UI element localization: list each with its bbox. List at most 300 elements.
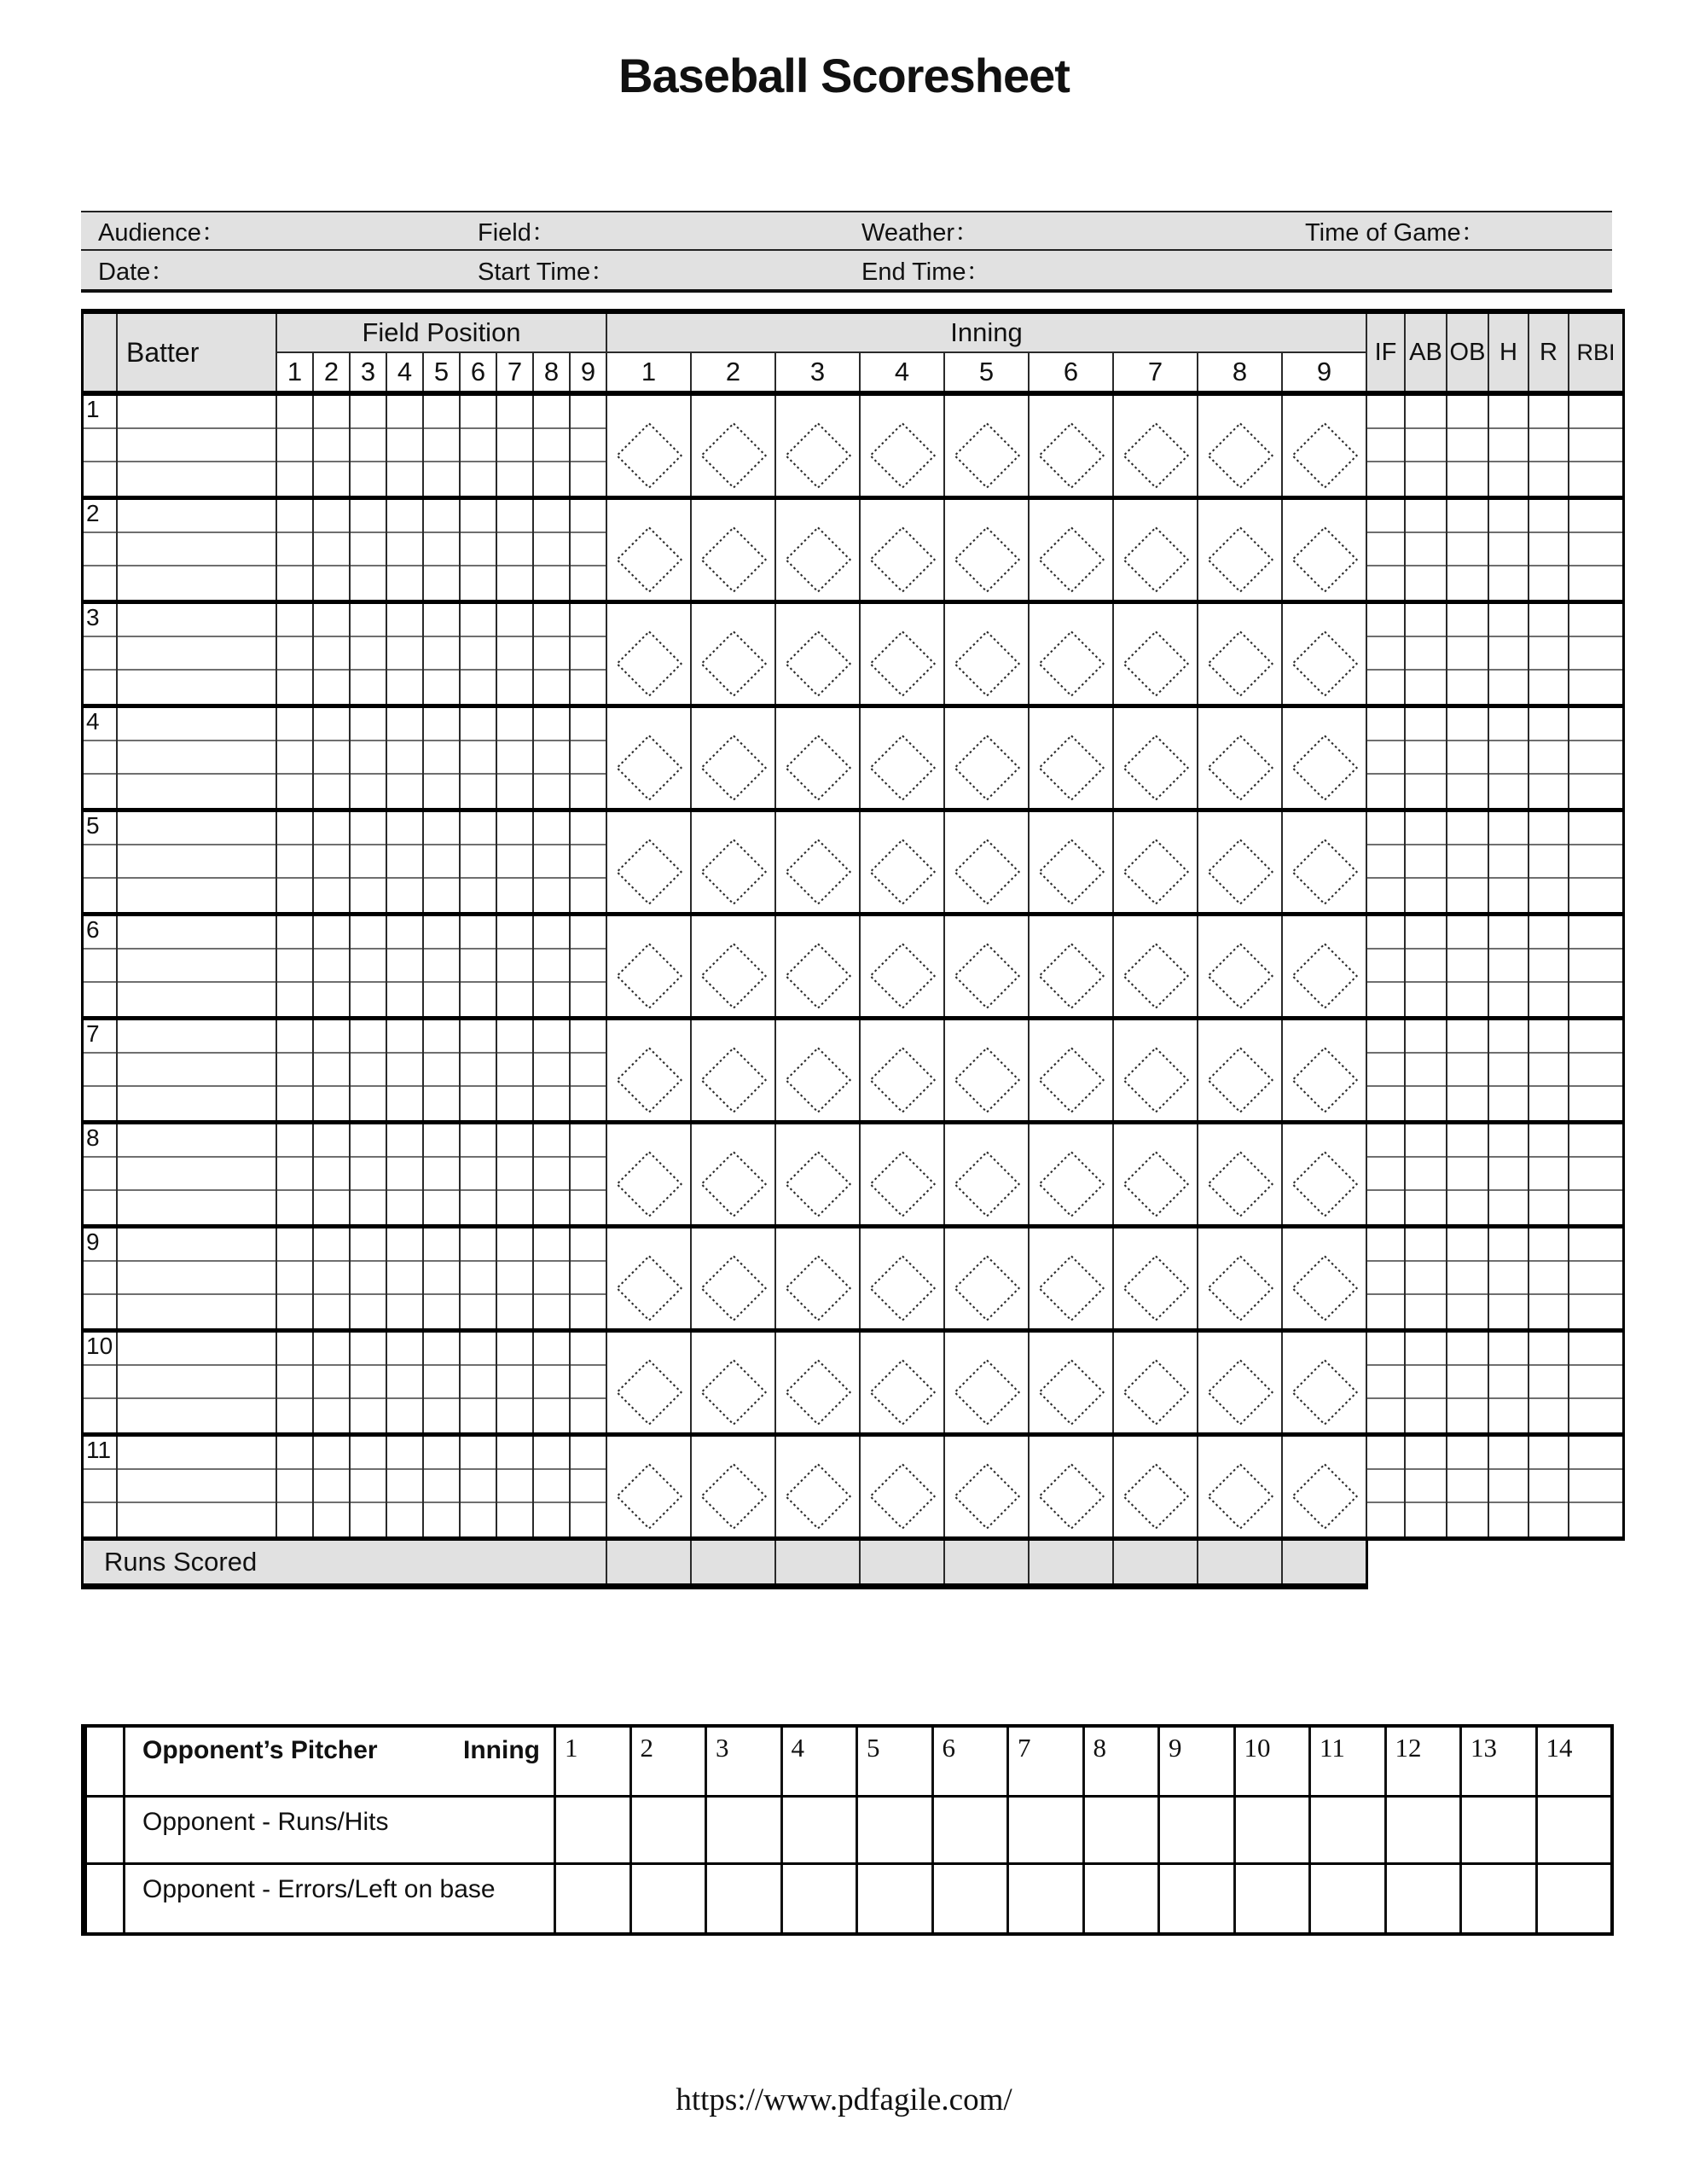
stat-cell[interactable] bbox=[1367, 671, 1404, 704]
stat-cell[interactable] bbox=[1406, 708, 1446, 741]
field-position-cell[interactable] bbox=[424, 1158, 459, 1191]
field-position-cell[interactable] bbox=[534, 1020, 569, 1054]
field-position-cell[interactable] bbox=[424, 1437, 459, 1470]
stat-cell[interactable] bbox=[1489, 1191, 1528, 1224]
field-position-cell[interactable] bbox=[534, 1295, 569, 1328]
stat-cell[interactable] bbox=[1406, 1124, 1446, 1158]
field-position-cell[interactable] bbox=[314, 1262, 349, 1295]
inning-cell-6[interactable] bbox=[1030, 1437, 1114, 1536]
stat-cell[interactable] bbox=[1406, 1054, 1446, 1087]
field-position-cell[interactable] bbox=[534, 1399, 569, 1432]
batter-name-cell[interactable] bbox=[118, 879, 276, 912]
field-position-cell[interactable] bbox=[497, 1366, 532, 1399]
field-position-cell[interactable] bbox=[497, 812, 532, 845]
field-position-cell[interactable] bbox=[424, 637, 459, 671]
field-position-cell[interactable] bbox=[387, 1366, 422, 1399]
stat-cell[interactable] bbox=[1569, 500, 1622, 533]
stat-cell[interactable] bbox=[1406, 500, 1446, 533]
field-position-cell[interactable] bbox=[534, 1503, 569, 1536]
stat-cell[interactable] bbox=[1529, 462, 1568, 496]
opponent-value-cell[interactable] bbox=[1236, 1865, 1312, 1932]
batter-name-cell[interactable] bbox=[118, 1087, 276, 1120]
stat-cell[interactable] bbox=[1447, 671, 1488, 704]
field-position-cell[interactable] bbox=[534, 916, 569, 950]
stat-cell[interactable] bbox=[1367, 1087, 1404, 1120]
inning-cell-3[interactable] bbox=[776, 916, 861, 1016]
field-position-cell[interactable] bbox=[461, 1158, 496, 1191]
inning-cell-7[interactable] bbox=[1114, 604, 1198, 704]
field-position-cell[interactable] bbox=[424, 604, 459, 637]
field-position-cell[interactable] bbox=[351, 1158, 386, 1191]
stat-cell[interactable] bbox=[1447, 1399, 1488, 1432]
field-position-cell[interactable] bbox=[534, 879, 569, 912]
field-position-cell[interactable] bbox=[497, 741, 532, 775]
batter-name-cell[interactable] bbox=[118, 566, 276, 600]
inning-cell-1[interactable] bbox=[607, 812, 692, 912]
field-position-cell[interactable] bbox=[497, 671, 532, 704]
stat-cell[interactable] bbox=[1529, 1087, 1568, 1120]
field-position-cell[interactable] bbox=[571, 708, 606, 741]
field-position-cell[interactable] bbox=[351, 812, 386, 845]
stat-cell[interactable] bbox=[1447, 566, 1488, 600]
inning-cell-6[interactable] bbox=[1030, 708, 1114, 808]
field-position-cell[interactable] bbox=[571, 566, 606, 600]
field-position-cell[interactable] bbox=[424, 950, 459, 983]
field-position-cell[interactable] bbox=[351, 1228, 386, 1262]
field-position-cell[interactable] bbox=[571, 462, 606, 496]
field-position-cell[interactable] bbox=[387, 1437, 422, 1470]
field-position-cell[interactable] bbox=[387, 1020, 422, 1054]
field-position-cell[interactable] bbox=[497, 1124, 532, 1158]
inning-cell-8[interactable] bbox=[1198, 916, 1283, 1016]
field-position-cell[interactable] bbox=[351, 775, 386, 808]
field-position-cell[interactable] bbox=[424, 1124, 459, 1158]
opponent-value-cell[interactable] bbox=[934, 1798, 1010, 1862]
field-position-cell[interactable] bbox=[534, 637, 569, 671]
field-position-cell[interactable] bbox=[497, 1295, 532, 1328]
field-position-cell[interactable] bbox=[461, 1228, 496, 1262]
field-position-cell[interactable] bbox=[314, 708, 349, 741]
inning-cell-6[interactable] bbox=[1030, 396, 1114, 496]
field-position-cell[interactable] bbox=[571, 671, 606, 704]
field-position-cell[interactable] bbox=[387, 1295, 422, 1328]
stat-cell[interactable] bbox=[1367, 604, 1404, 637]
field-position-cell[interactable] bbox=[571, 812, 606, 845]
stat-cell[interactable] bbox=[1489, 1020, 1528, 1054]
stat-cell[interactable] bbox=[1569, 462, 1622, 496]
stat-cell[interactable] bbox=[1406, 533, 1446, 566]
field-position-cell[interactable] bbox=[424, 879, 459, 912]
stat-cell[interactable] bbox=[1569, 429, 1622, 462]
field-position-cell[interactable] bbox=[571, 429, 606, 462]
stat-cell[interactable] bbox=[1447, 1295, 1488, 1328]
stat-cell[interactable] bbox=[1489, 637, 1528, 671]
stat-cell[interactable] bbox=[1529, 845, 1568, 879]
field-position-cell[interactable] bbox=[424, 983, 459, 1016]
batter-name-cell[interactable] bbox=[118, 916, 276, 950]
field-position-cell[interactable] bbox=[351, 1399, 386, 1432]
field-position-cell[interactable] bbox=[497, 708, 532, 741]
field-position-cell[interactable] bbox=[534, 775, 569, 808]
stat-cell[interactable] bbox=[1367, 429, 1404, 462]
field-position-cell[interactable] bbox=[314, 983, 349, 1016]
field-position-cell[interactable] bbox=[497, 1228, 532, 1262]
field-position-cell[interactable] bbox=[314, 637, 349, 671]
inning-cell-5[interactable] bbox=[945, 1228, 1030, 1328]
batter-name-cell[interactable] bbox=[118, 1295, 276, 1328]
field-position-cell[interactable] bbox=[461, 916, 496, 950]
field-position-cell[interactable] bbox=[534, 671, 569, 704]
stat-cell[interactable] bbox=[1367, 741, 1404, 775]
field-position-cell[interactable] bbox=[424, 1503, 459, 1536]
inning-cell-8[interactable] bbox=[1198, 604, 1283, 704]
inning-cell-9[interactable] bbox=[1283, 604, 1367, 704]
field-position-cell[interactable] bbox=[277, 1020, 312, 1054]
stat-cell[interactable] bbox=[1367, 533, 1404, 566]
stat-cell[interactable] bbox=[1529, 1503, 1568, 1536]
field-position-cell[interactable] bbox=[571, 637, 606, 671]
inning-cell-8[interactable] bbox=[1198, 1437, 1283, 1536]
field-position-cell[interactable] bbox=[534, 462, 569, 496]
field-position-cell[interactable] bbox=[424, 1470, 459, 1503]
opponent-value-cell[interactable] bbox=[1160, 1798, 1236, 1862]
field-position-cell[interactable] bbox=[387, 983, 422, 1016]
field-position-cell[interactable] bbox=[314, 1437, 349, 1470]
field-position-cell[interactable] bbox=[534, 429, 569, 462]
inning-cell-2[interactable] bbox=[692, 604, 776, 704]
inning-cell-3[interactable] bbox=[776, 1124, 861, 1224]
inning-cell-2[interactable] bbox=[692, 812, 776, 912]
date-field[interactable] bbox=[81, 251, 461, 289]
stat-cell[interactable] bbox=[1367, 916, 1404, 950]
stat-cell[interactable] bbox=[1367, 1124, 1404, 1158]
field-position-cell[interactable] bbox=[497, 1158, 532, 1191]
field-position-cell[interactable] bbox=[351, 1020, 386, 1054]
stat-cell[interactable] bbox=[1569, 1437, 1622, 1470]
stat-cell[interactable] bbox=[1569, 1262, 1622, 1295]
inning-cell-6[interactable] bbox=[1030, 812, 1114, 912]
stat-cell[interactable] bbox=[1489, 1124, 1528, 1158]
field-position-cell[interactable] bbox=[277, 429, 312, 462]
stat-cell[interactable] bbox=[1406, 775, 1446, 808]
field-position-cell[interactable] bbox=[571, 1228, 606, 1262]
inning-cell-7[interactable] bbox=[1114, 500, 1198, 600]
stat-cell[interactable] bbox=[1569, 950, 1622, 983]
opponent-value-cell[interactable] bbox=[783, 1798, 859, 1862]
field-position-cell[interactable] bbox=[314, 566, 349, 600]
stat-cell[interactable] bbox=[1367, 1399, 1404, 1432]
field-position-cell[interactable] bbox=[461, 462, 496, 496]
stat-cell[interactable] bbox=[1529, 396, 1568, 429]
inning-cell-8[interactable] bbox=[1198, 1124, 1283, 1224]
field-position-cell[interactable] bbox=[571, 1020, 606, 1054]
batter-name-cell[interactable] bbox=[118, 637, 276, 671]
stat-cell[interactable] bbox=[1489, 708, 1528, 741]
field-position-cell[interactable] bbox=[314, 396, 349, 429]
field-position-cell[interactable] bbox=[351, 533, 386, 566]
stat-cell[interactable] bbox=[1367, 1437, 1404, 1470]
field-position-cell[interactable] bbox=[314, 1366, 349, 1399]
inning-cell-7[interactable] bbox=[1114, 1333, 1198, 1432]
stat-cell[interactable] bbox=[1406, 1366, 1446, 1399]
batter-name-cell[interactable] bbox=[118, 1470, 276, 1503]
field-position-cell[interactable] bbox=[314, 1124, 349, 1158]
opponent-value-cell[interactable] bbox=[783, 1865, 859, 1932]
batter-name-cell[interactable] bbox=[118, 775, 276, 808]
weather-field[interactable] bbox=[844, 212, 1288, 249]
field-position-cell[interactable] bbox=[461, 983, 496, 1016]
field-position-cell[interactable] bbox=[314, 429, 349, 462]
batter-name-cell[interactable] bbox=[118, 1158, 276, 1191]
stat-cell[interactable] bbox=[1367, 500, 1404, 533]
inning-cell-6[interactable] bbox=[1030, 1228, 1114, 1328]
stat-cell[interactable] bbox=[1406, 741, 1446, 775]
stat-cell[interactable] bbox=[1367, 845, 1404, 879]
stat-cell[interactable] bbox=[1489, 879, 1528, 912]
inning-cell-9[interactable] bbox=[1283, 1228, 1367, 1328]
stat-cell[interactable] bbox=[1367, 1470, 1404, 1503]
runs-scored-cell-7[interactable] bbox=[1112, 1541, 1197, 1583]
end-time-field[interactable] bbox=[844, 251, 1288, 289]
inning-cell-4[interactable] bbox=[861, 1333, 945, 1432]
field-position-cell[interactable] bbox=[424, 775, 459, 808]
field-position-cell[interactable] bbox=[277, 845, 312, 879]
field-position-cell[interactable] bbox=[351, 741, 386, 775]
inning-cell-5[interactable] bbox=[945, 1124, 1030, 1224]
field-position-cell[interactable] bbox=[387, 1158, 422, 1191]
stat-cell[interactable] bbox=[1489, 500, 1528, 533]
stat-cell[interactable] bbox=[1489, 1158, 1528, 1191]
field-position-cell[interactable] bbox=[497, 916, 532, 950]
batter-name-cell[interactable] bbox=[118, 500, 276, 533]
field-position-cell[interactable] bbox=[351, 1366, 386, 1399]
field-position-cell[interactable] bbox=[351, 1295, 386, 1328]
field-position-cell[interactable] bbox=[387, 1191, 422, 1224]
stat-cell[interactable] bbox=[1406, 1087, 1446, 1120]
field-position-cell[interactable] bbox=[497, 1020, 532, 1054]
field-position-cell[interactable] bbox=[461, 1366, 496, 1399]
field-position-cell[interactable] bbox=[461, 775, 496, 808]
stat-cell[interactable] bbox=[1529, 1366, 1568, 1399]
batter-name-cell[interactable] bbox=[118, 1333, 276, 1366]
stat-cell[interactable] bbox=[1569, 1087, 1622, 1120]
stat-cell[interactable] bbox=[1367, 462, 1404, 496]
inning-cell-1[interactable] bbox=[607, 604, 692, 704]
field-position-cell[interactable] bbox=[497, 1470, 532, 1503]
inning-cell-4[interactable] bbox=[861, 500, 945, 600]
stat-cell[interactable] bbox=[1406, 1333, 1446, 1366]
stat-cell[interactable] bbox=[1489, 566, 1528, 600]
field-position-cell[interactable] bbox=[497, 1054, 532, 1087]
field-position-cell[interactable] bbox=[424, 671, 459, 704]
field-position-cell[interactable] bbox=[461, 1503, 496, 1536]
stat-cell[interactable] bbox=[1447, 1054, 1488, 1087]
field-position-cell[interactable] bbox=[461, 1399, 496, 1432]
field-position-cell[interactable] bbox=[387, 1228, 422, 1262]
opponent-value-cell[interactable] bbox=[1311, 1798, 1387, 1862]
field-position-cell[interactable] bbox=[277, 462, 312, 496]
inning-cell-5[interactable] bbox=[945, 812, 1030, 912]
stat-cell[interactable] bbox=[1367, 1158, 1404, 1191]
field-position-cell[interactable] bbox=[424, 741, 459, 775]
field-position-cell[interactable] bbox=[277, 1333, 312, 1366]
field-position-cell[interactable] bbox=[387, 462, 422, 496]
field-position-cell[interactable] bbox=[424, 462, 459, 496]
field-position-cell[interactable] bbox=[387, 741, 422, 775]
inning-cell-6[interactable] bbox=[1030, 500, 1114, 600]
field-position-cell[interactable] bbox=[534, 741, 569, 775]
field-position-cell[interactable] bbox=[497, 1503, 532, 1536]
field-position-cell[interactable] bbox=[314, 1399, 349, 1432]
stat-cell[interactable] bbox=[1406, 429, 1446, 462]
field-position-cell[interactable] bbox=[424, 566, 459, 600]
field-position-cell[interactable] bbox=[497, 1191, 532, 1224]
stat-cell[interactable] bbox=[1367, 1228, 1404, 1262]
field-position-cell[interactable] bbox=[461, 637, 496, 671]
field-position-cell[interactable] bbox=[534, 1124, 569, 1158]
field-position-cell[interactable] bbox=[497, 845, 532, 879]
stat-cell[interactable] bbox=[1406, 566, 1446, 600]
field-position-cell[interactable] bbox=[387, 1399, 422, 1432]
field-position-cell[interactable] bbox=[314, 604, 349, 637]
stat-cell[interactable] bbox=[1529, 1124, 1568, 1158]
field-position-cell[interactable] bbox=[387, 637, 422, 671]
stat-cell[interactable] bbox=[1447, 708, 1488, 741]
stat-cell[interactable] bbox=[1569, 396, 1622, 429]
field-position-cell[interactable] bbox=[497, 396, 532, 429]
opponent-value-cell[interactable] bbox=[707, 1865, 783, 1932]
stat-cell[interactable] bbox=[1367, 983, 1404, 1016]
field-position-cell[interactable] bbox=[571, 533, 606, 566]
field-position-cell[interactable] bbox=[534, 1333, 569, 1366]
field-position-cell[interactable] bbox=[277, 500, 312, 533]
field-position-cell[interactable] bbox=[571, 1470, 606, 1503]
field-position-cell[interactable] bbox=[387, 1262, 422, 1295]
batter-name-cell[interactable] bbox=[118, 1366, 276, 1399]
opponent-value-cell[interactable] bbox=[1085, 1798, 1161, 1862]
field-position-cell[interactable] bbox=[351, 429, 386, 462]
inning-cell-4[interactable] bbox=[861, 812, 945, 912]
inning-cell-1[interactable] bbox=[607, 1333, 692, 1432]
field-position-cell[interactable] bbox=[534, 533, 569, 566]
field-position-cell[interactable] bbox=[424, 1020, 459, 1054]
inning-cell-7[interactable] bbox=[1114, 1228, 1198, 1328]
stat-cell[interactable] bbox=[1489, 1262, 1528, 1295]
field-position-cell[interactable] bbox=[497, 879, 532, 912]
inning-cell-8[interactable] bbox=[1198, 1333, 1283, 1432]
field-position-cell[interactable] bbox=[277, 533, 312, 566]
stat-cell[interactable] bbox=[1529, 879, 1568, 912]
opponent-value-cell[interactable] bbox=[1538, 1865, 1611, 1932]
stat-cell[interactable] bbox=[1447, 741, 1488, 775]
opponent-value-cell[interactable] bbox=[556, 1798, 632, 1862]
field-position-cell[interactable] bbox=[497, 462, 532, 496]
opponent-value-cell[interactable] bbox=[1236, 1798, 1312, 1862]
stat-cell[interactable] bbox=[1569, 775, 1622, 808]
field-position-cell[interactable] bbox=[461, 950, 496, 983]
stat-cell[interactable] bbox=[1569, 671, 1622, 704]
field-position-cell[interactable] bbox=[277, 566, 312, 600]
field-position-cell[interactable] bbox=[387, 845, 422, 879]
field-position-cell[interactable] bbox=[424, 396, 459, 429]
runs-scored-cell-6[interactable] bbox=[1028, 1541, 1112, 1583]
inning-cell-5[interactable] bbox=[945, 1333, 1030, 1432]
batter-name-cell[interactable] bbox=[118, 983, 276, 1016]
inning-cell-3[interactable] bbox=[776, 1228, 861, 1328]
field-position-cell[interactable] bbox=[461, 604, 496, 637]
field-position-cell[interactable] bbox=[314, 775, 349, 808]
inning-cell-2[interactable] bbox=[692, 1020, 776, 1120]
stat-cell[interactable] bbox=[1569, 708, 1622, 741]
inning-cell-8[interactable] bbox=[1198, 1020, 1283, 1120]
stat-cell[interactable] bbox=[1489, 983, 1528, 1016]
field-position-cell[interactable] bbox=[534, 1366, 569, 1399]
runs-scored-cell-5[interactable] bbox=[943, 1541, 1028, 1583]
opponent-value-cell[interactable] bbox=[1009, 1798, 1085, 1862]
stat-cell[interactable] bbox=[1367, 1054, 1404, 1087]
field-position-cell[interactable] bbox=[424, 1366, 459, 1399]
stat-cell[interactable] bbox=[1447, 637, 1488, 671]
stat-cell[interactable] bbox=[1367, 950, 1404, 983]
stat-cell[interactable] bbox=[1367, 879, 1404, 912]
field-position-cell[interactable] bbox=[387, 916, 422, 950]
field-position-cell[interactable] bbox=[351, 637, 386, 671]
field-position-cell[interactable] bbox=[424, 1054, 459, 1087]
stat-cell[interactable] bbox=[1529, 429, 1568, 462]
stat-cell[interactable] bbox=[1529, 1158, 1568, 1191]
field-position-cell[interactable] bbox=[571, 1333, 606, 1366]
field-position-cell[interactable] bbox=[351, 500, 386, 533]
batter-name-cell[interactable] bbox=[118, 1191, 276, 1224]
field-position-cell[interactable] bbox=[277, 812, 312, 845]
field-position-cell[interactable] bbox=[351, 879, 386, 912]
inning-cell-5[interactable] bbox=[945, 500, 1030, 600]
stat-cell[interactable] bbox=[1569, 1020, 1622, 1054]
stat-cell[interactable] bbox=[1569, 1503, 1622, 1536]
stat-cell[interactable] bbox=[1447, 1333, 1488, 1366]
field-position-cell[interactable] bbox=[277, 1262, 312, 1295]
batter-name-cell[interactable] bbox=[118, 950, 276, 983]
field-position-cell[interactable] bbox=[571, 1262, 606, 1295]
stat-cell[interactable] bbox=[1569, 533, 1622, 566]
batter-name-cell[interactable] bbox=[118, 396, 276, 429]
stat-cell[interactable] bbox=[1529, 1191, 1568, 1224]
inning-cell-4[interactable] bbox=[861, 1020, 945, 1120]
batter-name-cell[interactable] bbox=[118, 604, 276, 637]
field-position-cell[interactable] bbox=[534, 950, 569, 983]
opponent-value-cell[interactable] bbox=[707, 1798, 783, 1862]
stat-cell[interactable] bbox=[1406, 1295, 1446, 1328]
opponent-value-cell[interactable] bbox=[1462, 1798, 1538, 1862]
field-position-cell[interactable] bbox=[387, 1124, 422, 1158]
stat-cell[interactable] bbox=[1367, 637, 1404, 671]
batter-name-cell[interactable] bbox=[118, 741, 276, 775]
inning-cell-3[interactable] bbox=[776, 708, 861, 808]
field-position-cell[interactable] bbox=[571, 845, 606, 879]
field-position-cell[interactable] bbox=[534, 604, 569, 637]
stat-cell[interactable] bbox=[1489, 533, 1528, 566]
stat-cell[interactable] bbox=[1489, 916, 1528, 950]
stat-cell[interactable] bbox=[1569, 845, 1622, 879]
opponent-value-cell[interactable] bbox=[858, 1865, 934, 1932]
field-position-cell[interactable] bbox=[497, 604, 532, 637]
field-position-cell[interactable] bbox=[387, 566, 422, 600]
field-position-cell[interactable] bbox=[571, 741, 606, 775]
stat-cell[interactable] bbox=[1489, 671, 1528, 704]
stat-cell[interactable] bbox=[1447, 1437, 1488, 1470]
opponent-value-cell[interactable] bbox=[1085, 1865, 1161, 1932]
opponent-value-cell[interactable] bbox=[1311, 1865, 1387, 1932]
